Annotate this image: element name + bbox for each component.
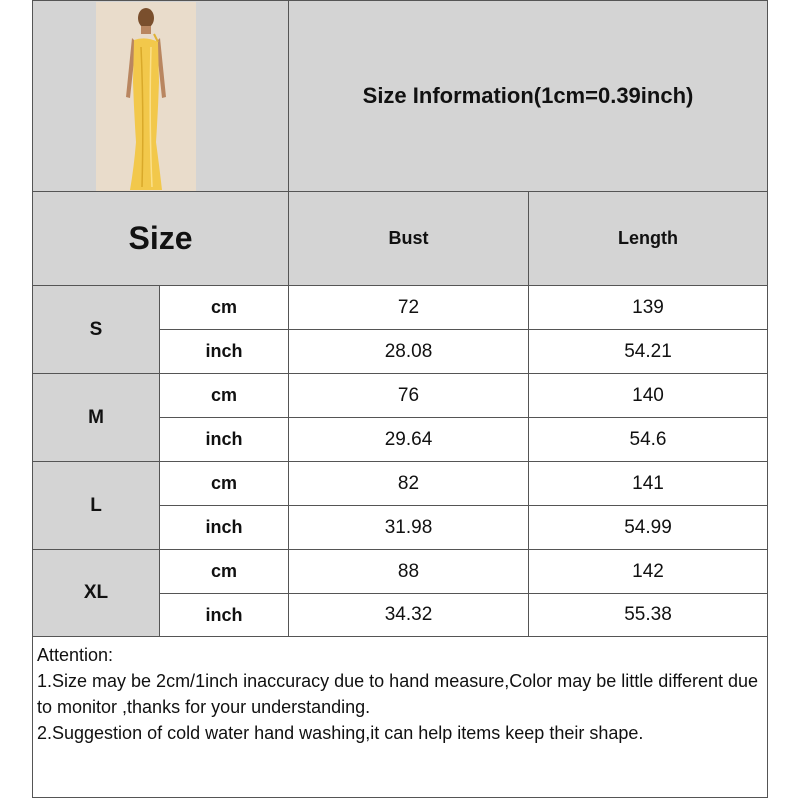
length-value: 139 [632, 296, 664, 318]
notes-heading: Attention: [37, 645, 114, 665]
value-cell [288, 329, 529, 374]
length-value: 54.6 [629, 428, 667, 450]
unit-inch: inch [205, 604, 243, 625]
unit-inch: inch [205, 517, 243, 537]
size-xl-cell [32, 549, 160, 637]
value-cell [288, 285, 529, 330]
value-cell [528, 461, 768, 506]
value-cell [528, 329, 768, 374]
product-photo-cell [32, 0, 289, 192]
length-value: 54.21 [624, 340, 672, 362]
size-l-label: L [90, 494, 102, 516]
unit-cm-cell [159, 373, 289, 418]
bust-value: 88 [397, 560, 420, 582]
notes-line-1: 1.Size may be 2cm/1inch inaccuracy due to hand measure,Color may be little different due to monitor ,thanks for your understanding. [37, 671, 759, 717]
size-s-cell [32, 285, 160, 374]
unit-inch-cell [159, 505, 289, 550]
size-m-label: M [88, 406, 104, 428]
value-cell [288, 461, 529, 506]
value-cell [288, 593, 529, 637]
unit-cm: cm [210, 385, 237, 405]
value-cell [528, 549, 768, 594]
unit-cm-cell [159, 285, 289, 330]
unit-cm: cm [210, 561, 237, 581]
unit-inch: inch [205, 341, 243, 361]
bust-header-cell [288, 191, 529, 286]
bust-value: 34.32 [384, 604, 433, 625]
value-cell [528, 373, 768, 418]
unit-inch-cell [159, 593, 289, 637]
value-cell [528, 505, 768, 550]
length-value: 142 [632, 560, 664, 582]
bust-value: 31.98 [384, 516, 433, 538]
unit-inch: inch [205, 429, 243, 449]
unit-inch-cell [159, 417, 289, 462]
unit-cm-cell [159, 549, 289, 594]
length-header-cell [528, 191, 768, 286]
value-cell [288, 417, 529, 462]
size-l-cell [32, 461, 160, 550]
length-value: 141 [632, 472, 664, 494]
chart-title: Size Information(1cm=0.39inch) [362, 83, 694, 108]
size-m-cell [32, 373, 160, 462]
bust-value: 76 [397, 384, 420, 406]
bust-value: 72 [397, 296, 420, 318]
bust-value: 29.64 [384, 428, 433, 450]
length-header: Length [618, 228, 678, 248]
notes-line-2: 2.Suggestion of cold water hand washing,it can help items keep their shape. [37, 723, 644, 743]
value-cell [528, 593, 768, 637]
length-value: 140 [632, 384, 664, 406]
bust-value: 82 [397, 472, 420, 494]
size-s-label: S [89, 318, 103, 340]
unit-cm: cm [210, 473, 237, 493]
unit-inch-cell [159, 329, 289, 374]
size-header-cell [32, 191, 289, 286]
value-cell [528, 417, 768, 462]
attention-notes [32, 636, 768, 798]
length-value: 55.38 [624, 604, 672, 625]
product-photo [96, 2, 196, 192]
bust-value: 28.08 [384, 340, 433, 362]
value-cell [528, 285, 768, 330]
value-cell [288, 373, 529, 418]
unit-cm-cell [159, 461, 289, 506]
title-cell [288, 0, 768, 192]
unit-cm: cm [210, 297, 237, 317]
size-header: Size [128, 220, 193, 256]
length-value: 54.99 [624, 516, 672, 538]
value-cell [288, 549, 529, 594]
value-cell [288, 505, 529, 550]
size-chart [32, 0, 768, 800]
size-xl-label: XL [83, 582, 109, 603]
bust-header: Bust [388, 228, 429, 248]
